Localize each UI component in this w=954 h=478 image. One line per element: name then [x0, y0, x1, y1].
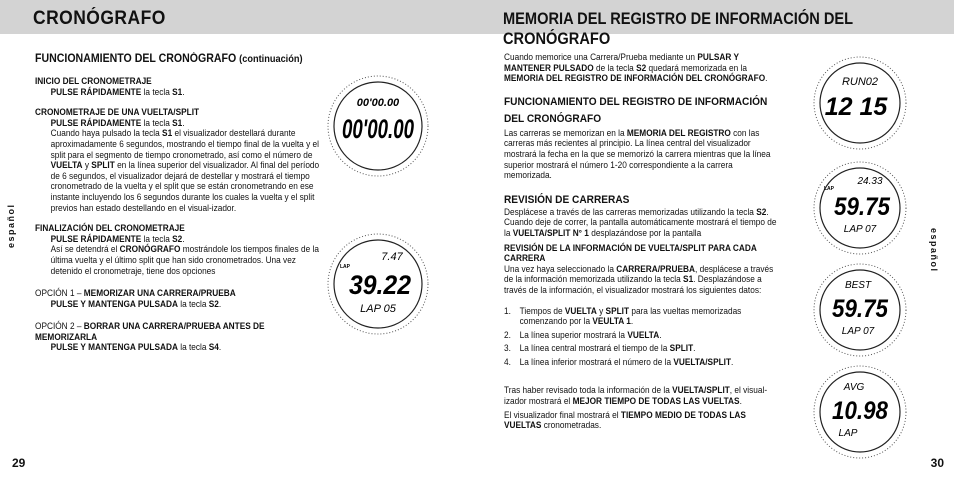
review-paragraph: Desplácese a través de las carreras memorizadas utilizando la tecla S2. Cuando deje de correr, la pantalla automáticamente mostrará el tiempo de la VUELTA/SPLIT N° 1 desplazándose por la pantalla [504, 206, 777, 238]
watch-bottom-readout: LAP 07 [843, 224, 877, 235]
watch-top-readout: 00'00.00 [356, 97, 400, 109]
watch-display-start [326, 74, 430, 178]
watch-bottom-readout: LAP 05 [360, 303, 396, 315]
watch-display-lap [326, 232, 430, 336]
watch-top-readout: RUN02 [841, 76, 879, 88]
func-paragraph: Las carreras se memorizan en la MEMORIA DEL REGISTRO con las carreras más recientes al principio. La línea central del visualizador mostrará la fecha en la que se memorizó la carrera mientras que la línea superior mostrará el número 1-20 correspondiente a la carrera memorizada. [504, 127, 771, 181]
page-number: 29 [12, 456, 26, 470]
page-title: MEMORIA DEL REGISTRO DE INFORMACIÓN DEL CRONÓGRAFO [503, 9, 853, 48]
watch-display-lap [812, 160, 908, 256]
page-right [477, 0, 954, 478]
finish-description: Así se detendrá el CRONÓGRAFO mostrándole los tiempos finales de la última vuelta y el último split que han sido cronometrados. Una vez detenido el cronometraje, tiene dos opciones [50, 244, 319, 276]
lap-description: Cuando haya pulsado la tecla S1 el visualizador destellará durante aproximadamente 6 segundos, mostrando el tiempo final de la vuelta y el split para el segmento de tiempo cronometrado, así como el número de VUELTA y SPLIT en la línea superior del visualizador. Al final del período de 6 segundos, el visualizador dejará de destellar y mostrará el tiempo cronometrado de la vuelta y el split que se están cronometrando en ese instante incluyendo los 6 segundos durante los cuales la vuelta y el split previos han estado destellando en el visual-izador. [50, 128, 320, 213]
review-lap-heading: REVISIÓN DE LA INFORMACIÓN DE VUELTA/SPLIT PARA CADA CARRERA [504, 242, 757, 264]
lap-heading: CRONOMETRAJE DE UNA VUELTA/SPLIT [35, 107, 200, 118]
page-title: CRONÓGRAFO [33, 8, 166, 29]
watch-main-readout: 00'00.00 [342, 114, 414, 144]
page-number: 30 [930, 456, 944, 470]
list-item: 2. La línea superior mostrará la VUELTA. [504, 329, 662, 340]
side-language-label: español [929, 228, 939, 273]
watch-main-readout: 59.75 [834, 193, 891, 221]
start-heading: INICIO DEL CRONOMETRAJE [35, 76, 152, 86]
finish-heading: FINALIZACIÓN DEL CRONOMETRAJE [35, 223, 185, 234]
watch-lap-tag: LAP [824, 186, 834, 192]
watch-main-readout: 10.98 [832, 397, 889, 425]
section-title: FUNCIONAMIENTO DEL CRONÓGRAFO (continuación) [35, 53, 303, 65]
watch-display-best [812, 262, 908, 358]
watch-top-readout: 24.33 [857, 176, 883, 187]
watch-bottom-readout: LAP 07 [841, 326, 875, 337]
watch-lap-tag: LAP [340, 264, 350, 270]
watch-top-readout: BEST [844, 280, 872, 291]
watch-top-readout: AVG [843, 382, 865, 393]
intro-paragraph: Cuando memorice una Carrera/Prueba mediante un PULSAR Y MANTENER PULSADO de la tecla S2 quedará memorizada en la MEMORIA DEL REGISTRO DE INFORMACIÓN DEL CRONÓGRAFO. [504, 52, 768, 84]
watch-bottom-readout: LAP [838, 428, 858, 439]
page-header-left [0, 0, 477, 34]
finish-action: PULSE RÁPIDAMENTE la tecla S2. [50, 233, 185, 244]
after-paragraph: Tras haber revisado toda la información de la VUELTA/SPLIT, el visual-izador mostrará el MEJOR TIEMPO DE TODAS LAS VUELTAS. [504, 385, 768, 407]
watch-display-run [812, 55, 908, 151]
option-2: OPCIÓN 2 – BORRAR UNA CARRERA/PRUEBA ANTES DE MEMORIZARLA [35, 321, 265, 342]
final-paragraph: El visualizador final mostrará el TIEMPO MEDIO DE TODAS LAS VUELTAS cronometradas. [504, 409, 746, 431]
page-header-right [477, 0, 954, 48]
review-lap-paragraph: Una vez haya seleccionado la CARRERA/PRUEBA, desplácese a través de la información memorizada utilizando la tecla S1. Desplazándose a través de la información, el visualizador mostrará los siguientes datos: [504, 263, 774, 295]
list-item: 1. Tiempos de VUELTA y SPLIT para las vueltas memorizadas comenzando por la VEULTA 1. [504, 305, 742, 327]
option-1-action: PULSE Y MANTENGA PULSADA la tecla S2. [50, 298, 222, 309]
watch-display-average [812, 364, 908, 460]
func-heading: FUNCIONAMIENTO DEL REGISTRO DE INFORMACIÓN DEL CRONÓGRAFO [504, 95, 768, 125]
watch-top-readout: 7.47 [381, 251, 403, 263]
left-column [35, 52, 339, 353]
watch-main-readout: 39.22 [349, 270, 411, 300]
lap-action: PULSE RÁPIDAMENTE la tecla S1. [50, 117, 185, 128]
review-heading: REVISIÓN DE CARRERAS [504, 193, 630, 206]
list-item: 4. La línea inferior mostrará el número de la VUELTA/SPLIT. [504, 356, 734, 367]
option-1: OPCIÓN 1 – MEMORIZAR UNA CARRERA/PRUEBA [35, 288, 236, 299]
option-2-action: PULSE Y MANTENGA PULSADA la tecla S4. [50, 342, 222, 353]
right-column [504, 52, 780, 431]
watch-main-readout: 12 15 [824, 93, 888, 121]
data-list [504, 306, 780, 368]
watch-main-readout: 59.75 [832, 295, 889, 323]
side-language-label: español [6, 203, 16, 248]
start-action: PULSE RÁPIDAMENTE la tecla S1. [50, 86, 185, 97]
list-item: 3. La línea central mostrará el tiempo de la SPLIT. [504, 343, 696, 354]
